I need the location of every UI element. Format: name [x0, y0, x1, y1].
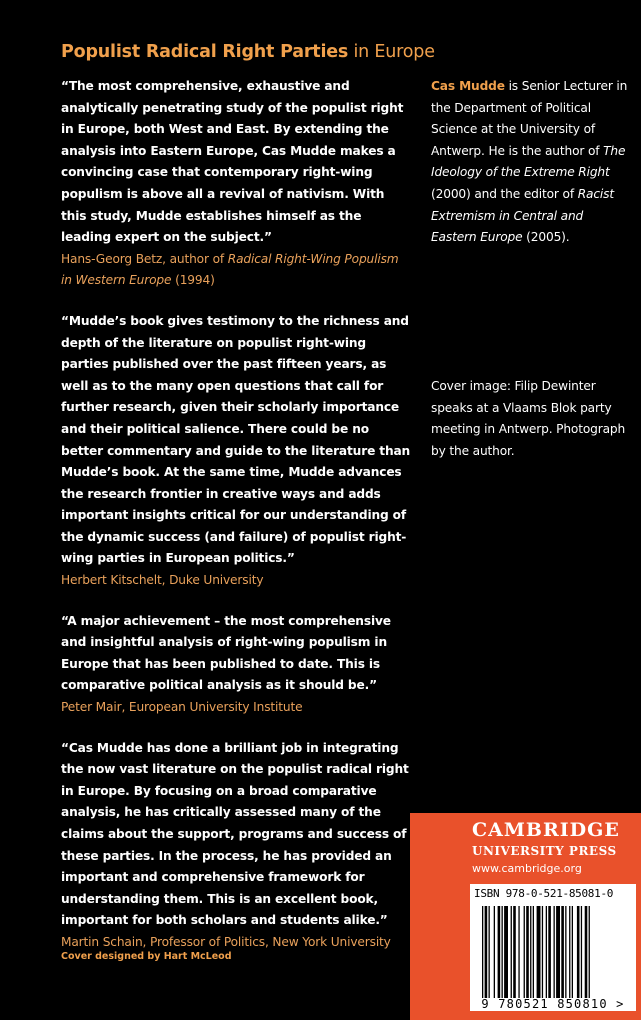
endorsement-4	[61, 738, 411, 954]
cover-designer-credit: Cover designed by Hart McLeod	[61, 951, 232, 962]
endorsement-1	[61, 76, 411, 292]
publisher-press: UNIVERSITY PRESS	[472, 844, 617, 858]
endorsement-attribution: Peter Mair, European University Institute	[61, 700, 303, 715]
barcode-bar	[561, 906, 564, 998]
publisher-name: CAMBRIDGE	[472, 819, 620, 841]
endorsement-quote: “The most comprehensive, exhaustive and analytically penetrating study of the populist right in Europe, both West and East. By extending the analysis into Eastern Europe, Cas Mudde makes a convincing case that contemporary right-wing populism is above all a revival of nativism. With this study, Mudde establishes himself as the leading expert on the subject.”	[61, 79, 404, 245]
bio-part1: is Senior Lecturer in the Department of Political Science at the University of Antwerp. He is the author of	[431, 79, 628, 158]
isbn-label: ISBN 978-0-521-85081-0	[474, 887, 614, 900]
barcode-bar	[504, 906, 508, 998]
barcode-bar	[556, 906, 560, 998]
barcode-bar	[589, 906, 590, 998]
barcode	[470, 884, 636, 1011]
barcode-bar	[577, 906, 580, 998]
attribution-book: Radical Right-Wing Populism in Western Europe	[61, 251, 399, 288]
barcode-bar	[511, 906, 512, 998]
book-title-bold: Populist Radical Right Parties	[61, 42, 349, 62]
barcode-bar	[569, 906, 570, 998]
publisher-url: www.cambridge.org	[472, 862, 582, 875]
barcode-bar	[537, 906, 541, 998]
barcode-bar	[533, 906, 534, 998]
endorsement-attribution	[61, 249, 411, 292]
barcode-bar	[572, 906, 573, 998]
author-bio	[431, 76, 631, 249]
barcode-number: 9 780521 850810 >	[481, 997, 625, 1011]
barcode-bar	[494, 906, 495, 998]
book-title-rest: in Europe	[348, 42, 435, 62]
barcode-bar	[542, 906, 543, 998]
barcode-bars	[482, 906, 630, 998]
endorsement-2	[61, 311, 411, 592]
barcode-bar	[565, 906, 566, 998]
barcode-bar	[513, 906, 516, 998]
endorsements	[61, 76, 411, 973]
barcode-bar	[526, 906, 529, 998]
barcode-bar	[482, 906, 483, 998]
book-title	[61, 42, 435, 62]
endorsement-attribution: Herbert Kitschelt, Duke University	[61, 573, 264, 588]
barcode-bar	[585, 906, 588, 998]
attribution-prefix: Hans-Georg Betz, author of	[61, 251, 228, 266]
barcode-bar	[502, 906, 503, 998]
endorsement-quote: “A major achievement – the most comprehensive and insightful analysis of right-wing populism in Europe that has been published to date. This is comparative political analysis as it should be.”	[61, 613, 391, 693]
endorsement-3	[61, 611, 411, 719]
bio-part3: (2005).	[522, 230, 570, 245]
barcode-bar	[581, 906, 582, 998]
barcode-bar	[548, 906, 551, 998]
publisher-panel	[410, 813, 641, 1020]
cover-image-credit: Cover image: Filip Dewinter speaks at a Vlaams Blok party meeting in Antwerp. Photograph by the author.	[431, 379, 626, 458]
author-bio-text	[431, 76, 631, 249]
endorsement-quote: “Mudde’s book gives testimony to the richness and depth of the literature on populist right-wing parties published over the past fifteen years, as well as to the many open questions that call for further research, given their scholarly importance and their political salience. There could be no better commentary and guide to the literature than Mudde’s book. At the same time, Mudde advances the research frontier in creative ways and adds important insights critical for our understanding of the dynamic success (and failure) of populist right-wing parties in European politics.”	[61, 313, 411, 566]
barcode-bar	[485, 906, 488, 998]
endorsement-attribution: Martin Schain, Professor of Politics, New York University	[61, 934, 391, 949]
barcode-bar	[530, 906, 531, 998]
barcode-bar	[518, 906, 519, 998]
barcode-bar	[546, 906, 547, 998]
barcode-bar	[489, 906, 490, 998]
barcode-bar	[498, 906, 501, 998]
author-name: Cas Mudde	[431, 79, 505, 93]
barcode-bar	[554, 906, 555, 998]
bio-book2: Racist Extremism in Central and Eastern Europe	[431, 186, 614, 245]
endorsement-quote: “Cas Mudde has done a brilliant job in integrating the now vast literature on the populist radical right in Europe. By focusing on a broad comparative analysis, he has critically assessed many of the claims about the support, programs and success of these parties. In the process, he has provided an important and comprehensive framework for understanding them. This is an excellent book, important for both scholars and students alike.”	[61, 740, 409, 928]
barcode-bar	[524, 906, 525, 998]
bio-book1: The Ideology of the Extreme Right	[431, 143, 626, 180]
attribution-suffix: (1994)	[171, 273, 215, 288]
bio-part2: (2000) and the editor of	[431, 186, 578, 201]
